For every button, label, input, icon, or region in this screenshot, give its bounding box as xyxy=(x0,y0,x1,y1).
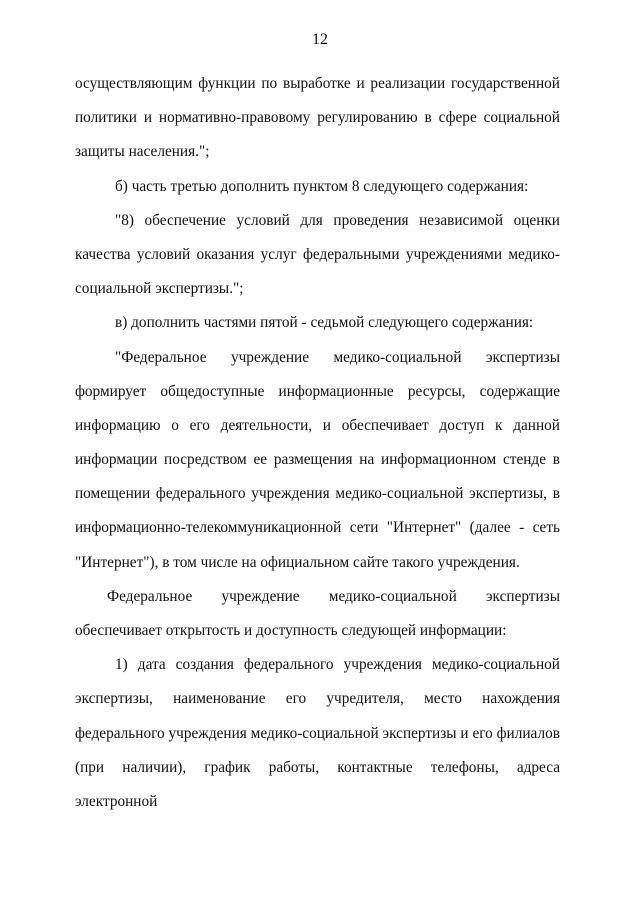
text-line: обеспечивает открытость и доступность следующей информации: xyxy=(75,622,507,639)
document-body xyxy=(75,67,560,810)
text-line: б) часть третью дополнить пунктом 8 следующего содержания: xyxy=(115,177,529,195)
text-line: "Интернет"), в том числе на официальном сайте такого учреждения. xyxy=(75,553,520,571)
text-line: политики и нормативно-правовому регулированию в сфере социальной xyxy=(75,109,560,127)
text-line: социальной экспертизы."; xyxy=(75,280,244,298)
text-line: "Федеральное учреждение медико-социальной экспертизы xyxy=(115,348,560,366)
text-line: в) дополнить частями пятой - седьмой следующего содержания: xyxy=(115,314,534,332)
text-line: Федеральное учреждение медико-социальной экспертизы xyxy=(107,587,560,605)
text-line: защиты населения."; xyxy=(75,143,210,161)
text-line: информационно-телекоммуникационной сети "Интернет" (далее - сеть xyxy=(75,519,560,537)
text-line: экспертизы, наименование его учредителя, место нахождения xyxy=(75,690,560,708)
text-line: информации посредством ее размещения на информационном стенде в xyxy=(75,451,560,469)
page-number: 12 xyxy=(312,31,328,48)
text-line: 1) дата создания федерального учреждения медико-социальной xyxy=(115,656,560,674)
text-line: качества условий оказания услуг федеральными учреждениями медико- xyxy=(75,245,560,263)
text-line: формирует общедоступные информационные ресурсы, содержащие xyxy=(75,382,560,400)
text-line: (при наличии), график работы, контактные телефоны, адреса электронной xyxy=(75,758,560,810)
text-line: информацию о его деятельности, и обеспечивает доступ к данной xyxy=(75,416,560,434)
text-line: федерального учреждения медико-социальной экспертизы и его филиалов xyxy=(75,724,560,742)
text-line: "8) обеспечение условий для проведения независимой оценки xyxy=(115,211,560,229)
text-line: осуществляющим функции по выработке и реализации государственной xyxy=(75,75,560,92)
text-line: помещении федерального учреждения медико-социальной экспертизы, в xyxy=(75,485,560,503)
